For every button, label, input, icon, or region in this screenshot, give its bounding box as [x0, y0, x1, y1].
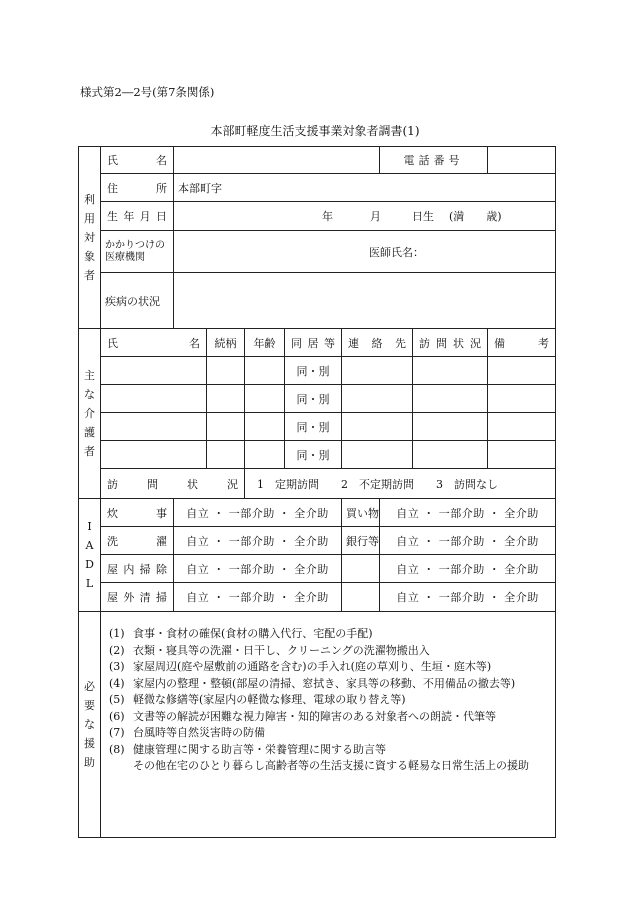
- cg-col-contact: 連絡先: [342, 329, 413, 357]
- cg-age-cell[interactable]: [245, 413, 285, 441]
- cg-age-cell[interactable]: [245, 357, 285, 385]
- form-number: 様式第2―2号(第7条関係): [80, 85, 215, 99]
- list-item[interactable]: (5) 軽微な修繕等(家屋内の軽微な修理、電球の取り替え等): [109, 693, 406, 706]
- birth-day-label: 日生: [412, 210, 434, 223]
- clinic-field[interactable]: [174, 231, 556, 273]
- iadl-item-label[interactable]: [342, 555, 380, 583]
- table-row: [79, 413, 556, 441]
- cg-relation-cell[interactable]: [207, 385, 245, 413]
- caregiver-section-label: 主 な 介 護 者: [79, 329, 101, 499]
- address-field[interactable]: 本部町字: [174, 174, 556, 202]
- clinic-label: かかりつけの医療機関: [101, 231, 174, 273]
- list-item[interactable]: (6) 文書等の解読が困難な視力障害・知的障害のある対象者への朗読・代筆等: [109, 709, 496, 723]
- visit-status-label: 訪問状況: [101, 469, 245, 499]
- address-label: 住所: [101, 174, 174, 202]
- cg-contact-cell[interactable]: [342, 413, 413, 441]
- cg-col-relation: 続柄: [207, 329, 245, 357]
- cg-name-cell[interactable]: [101, 385, 207, 413]
- cg-remarks-cell[interactable]: [488, 413, 556, 441]
- list-item[interactable]: (4) 家屋内の整理・整頓(部屋の清掃、窓拭き、家具等の移動、不用備品の撤去等): [109, 676, 516, 690]
- iadl-item-label[interactable]: [342, 583, 380, 612]
- table-row: [79, 385, 556, 413]
- user-section-label: 利 用 対 象 者: [79, 147, 101, 329]
- cg-visit-cell[interactable]: [413, 441, 488, 469]
- birth-age-label: (満 歳): [449, 210, 502, 223]
- disease-field[interactable]: [174, 273, 556, 329]
- cg-col-visit: 訪問状況: [413, 329, 488, 357]
- list-item[interactable]: (3) 家屋周辺(庭や屋敷前の通路を含む)の手入れ(庭の草刈り、生垣・庭木等): [109, 660, 492, 673]
- iadl-options[interactable]: 自立 ・ 一部介助 ・ 全介助: [174, 499, 342, 527]
- cg-age-cell[interactable]: [245, 385, 285, 413]
- cg-col-name: 氏名: [101, 329, 207, 357]
- iadl-item-label: 屋外清掃: [101, 583, 174, 612]
- cg-name-cell[interactable]: [101, 357, 207, 385]
- list-item[interactable]: (7) 台風時等自然災害時の防備: [109, 726, 265, 739]
- name-field[interactable]: [174, 147, 380, 174]
- iadl-section-label: I A D L: [79, 499, 101, 612]
- cg-visit-cell[interactable]: [413, 413, 488, 441]
- birthdate-label: 生年月日: [101, 202, 174, 231]
- cg-age-cell[interactable]: [245, 441, 285, 469]
- doctor-name-label: 医師氏名：: [369, 245, 424, 259]
- birth-year-label: 年: [322, 210, 333, 223]
- cg-relation-cell[interactable]: [207, 357, 245, 385]
- iadl-item-label: 買い物: [342, 499, 380, 527]
- iadl-options[interactable]: 自立 ・ 一部介助 ・ 全介助: [380, 527, 556, 555]
- iadl-item-label: 洗濯: [101, 527, 174, 555]
- visit-status-options[interactable]: 1 定期訪問 2 不定期訪問 3 訪問なし: [245, 469, 556, 499]
- disease-label: 疾病の状況: [101, 273, 174, 329]
- list-item[interactable]: (8) 健康管理に関する助言等・栄養管理に関する助言等: [109, 742, 386, 756]
- cg-cohabit-cell[interactable]: 同・別: [285, 385, 342, 413]
- name-label: 氏名: [101, 147, 174, 174]
- cg-relation-cell[interactable]: [207, 441, 245, 469]
- support-list: [101, 612, 556, 838]
- document-title: 本部町軽度生活支援事業対象者調書(1): [210, 124, 420, 138]
- cg-remarks-cell[interactable]: [488, 357, 556, 385]
- list-item[interactable]: (2) 衣類・寝具等の洗濯・日干し、クリーニングの洗濯物搬出入: [109, 643, 430, 657]
- iadl-options[interactable]: 自立 ・ 一部介助 ・ 全介助: [380, 499, 556, 527]
- cg-contact-cell[interactable]: [342, 357, 413, 385]
- cg-name-cell[interactable]: [101, 413, 207, 441]
- support-section-label: 必 要 な 援 助: [79, 612, 101, 838]
- iadl-item-label: 銀行等: [342, 527, 380, 555]
- iadl-options[interactable]: 自立 ・ 一部介助 ・ 全介助: [380, 583, 556, 612]
- cg-cohabit-cell[interactable]: 同・別: [285, 441, 342, 469]
- survey-form: [78, 146, 556, 838]
- list-item[interactable]: (1) 食事・食材の確保(食材の購入代行、宅配の手配): [109, 627, 373, 640]
- cg-visit-cell[interactable]: [413, 357, 488, 385]
- phone-label: 電話番号: [380, 147, 488, 174]
- cg-contact-cell[interactable]: [342, 441, 413, 469]
- table-row: [79, 357, 556, 385]
- cg-col-remarks: 備考: [488, 329, 556, 357]
- table-row: [79, 441, 556, 469]
- cg-remarks-cell[interactable]: [488, 441, 556, 469]
- cg-contact-cell[interactable]: [342, 385, 413, 413]
- iadl-options[interactable]: 自立 ・ 一部介助 ・ 全介助: [380, 555, 556, 583]
- cg-remarks-cell[interactable]: [488, 385, 556, 413]
- cg-visit-cell[interactable]: [413, 385, 488, 413]
- cg-name-cell[interactable]: [101, 441, 207, 469]
- iadl-item-label: 屋内掃除: [101, 555, 174, 583]
- iadl-options[interactable]: 自立 ・ 一部介助 ・ 全介助: [174, 527, 342, 555]
- cg-relation-cell[interactable]: [207, 413, 245, 441]
- iadl-item-label: 炊事: [101, 499, 174, 527]
- birthdate-field[interactable]: [174, 202, 556, 231]
- cg-col-age: 年齢: [245, 329, 285, 357]
- list-item[interactable]: その他在宅のひとり暮らし高齢者等の生活支援に資する軽易な日常生活上の援助: [133, 759, 529, 772]
- iadl-options[interactable]: 自立 ・ 一部介助 ・ 全介助: [174, 583, 342, 612]
- cg-cohabit-cell[interactable]: 同・別: [285, 413, 342, 441]
- birth-month-label: 月: [370, 210, 381, 223]
- phone-field[interactable]: [488, 147, 556, 174]
- iadl-options[interactable]: 自立 ・ 一部介助 ・ 全介助: [174, 555, 342, 583]
- cg-col-cohabit: 同居等: [285, 329, 342, 357]
- cg-cohabit-cell[interactable]: 同・別: [285, 357, 342, 385]
